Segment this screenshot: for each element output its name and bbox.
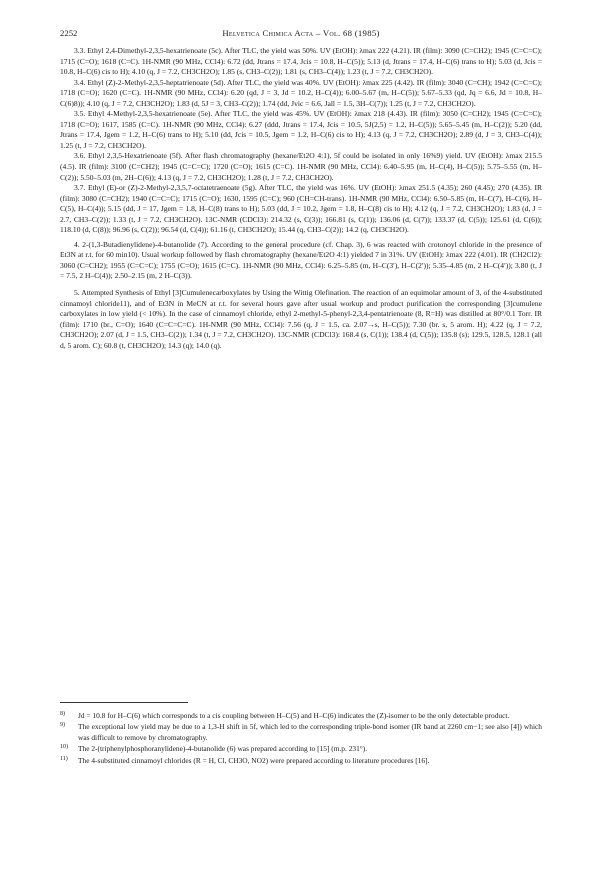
- footnote-10: [60, 744, 542, 754]
- footnote-text: Jd = 10.8 for H–C(6) which corresponds to a cis coupling between H–C(5) and H–C(6) indicates the (Z)-isomer to be the only detectable product.: [78, 711, 510, 720]
- footnote-text: The 4-substituted cinnamoyl chlorides (R = H, Cl, CH3O, NO2) were prepared according to literature procedures [16].: [78, 755, 430, 765]
- section-4: 4. 2-(1,3-Butadienylidene)-4-butanolide (7). According to the general procedure (cf. Chap. 3), 6 was reacted with crotonoyl chloride in the presence of Et3N at r.t. for 60 min10). Usual workup followed by flash chromatography (hexane/Et2O 4:1) yielded 7 in 31%. UV (EtOH): λmax 222 (4.01). IR (CH2Cl2): 3060 (C=CH2); 1955 (C=C=C); 1755 (C=O); 1615 (C=C). 1H-NMR (90 MHz, CCl4): 6.25–5.85 (m, H–C(3′), H–C(2′)); 5.35–4.85 (m, 2 H–C(4′)); 3.80 (t, J = 7.5, 2 H–C(4)); 2.50–2.15 (m, 2 H–C(3)).: [60, 239, 542, 281]
- footnote-marker: 8): [60, 711, 65, 717]
- footnote-9: [60, 722, 542, 743]
- footnote-marker: 9): [60, 722, 65, 729]
- footnote-rule: [60, 702, 188, 703]
- section-3-6: 3.6. Ethyl 2,3,5-Hexatrienoate (5f). After flash chromatography (hexane/Et2O 4:1), 5f could be isolated in only 16%9) yield. UV (EtOH): λmax 215.5 (4.5). IR (film): 3100 (C=CH2); 1945 (C=C=C); 1720 (C=O); 1615 (C=C). 1H-NMR (90 MHz, CCl4): 6.40–5.95 (m, H–C(4), H–C(5)); 5.75–5.55 (m, H–C(2)); 5.50–5.03 (m, 2H–C(6)); 4.13 (q, J = 7.2, CH3CH2O); 1.28 (t, J = 7.2, CH3CH2O).: [60, 151, 542, 182]
- main-text: [60, 46, 542, 351]
- journal-title: Helvetica Chimica Acta – Vol. 68 (1985): [222, 28, 380, 38]
- footnote-8: [60, 711, 542, 721]
- page-number: 2252: [60, 28, 78, 38]
- footnotes: [60, 711, 542, 767]
- footnote-11: [60, 756, 542, 766]
- section-3-3: 3.3. Ethyl 2,4-Dimethyl-2,3,5-hexatrienoate (5c). After TLC, the yield was 50%. UV (EtOH): λmax 222 (4.21). IR (film): 3090 (C=CH2); 1945 (C=C=C); 1715 (C=O); 1618 (C=C). 1H-NMR (90 MHz, CCl4): 6.72 (dd, Jtrans = 17.4, Jcis = 10.8, H–C(5)); 5.13 (d, Jtrans = 17.4, H–C(6) trans to H); 5.03 (d, Jcis = 10.8, H–C(6) cis to H); 4.10 (q, J = 7.2, CH3CH2O); 1.85 (s, CH3–C(2)); 1.81 (s, CH3–C(4)); 1.23 (t, J = 7.2, CH3CH2O).: [60, 46, 542, 77]
- footnote-marker: 10): [60, 744, 68, 751]
- section-5: 5. Attempted Synthesis of Ethyl [3]Cumulenecarboxylates by Using the Wittig Olefination. The reaction of an equimolar amount of 3, of the 4-substituted cinnamoyl chloride11), and of Et3N in MeCN at r.t. for several hours gave after usual workup and product purification the corresponding [3]cumulene carboxylates in low yield (< 10%). In the case of cinnamoyl chloride, ethyl 2-methyl-5-phenyl-2,3,4-pentatrienoate (8, R=H) was distilled at 80°/0.1 Torr. IR (film): 1710 (br., C=O); 1640 (C=C=C=C). 1H-NMR (90 MHz, CCl4): 7.56 (q, J = 1.5, ca. 2.07→s, H–C(5)); 7.30 (br. s, 5 arom. H); 4.22 (q, J = 7.2, CH3CH2O); 2.07 (d, J = 1.5, CH3–C(2)); 1.34 (t, J = 7.2, CH3CH2O). 13C-NMR (CDCl3): 168.4 (s, C(1)); 138.4 (d, C(5)); 135.8 (s); 129.5, 128.5, 128.1 (all d, 5 arom. C); 60.8 (t, CH3CH2O); 14.3 (q); 14.0 (q).: [60, 288, 542, 350]
- footnote-text: The exceptional low yield may be due to a 1,3-H shift in 5f, which led to the corresponding triple-bond isomer (IR band at 2260 cm−1; see also [4]) which was difficult to remove by chromatography.: [78, 722, 542, 742]
- section-3-7: 3.7. Ethyl (E)-or (Z)-2-Methyl-2,3,5,7-octatetraenoate (5g). After TLC, the yield was 16%. UV (EtOH): λmax 251.5 (4.35); 260 (4.45); 270 (4.35). IR (film): 3080 (C=CH2); 1940 (C=C=C); 1715 (C=O); 1630, 1595 (C=C); 960 (CH=CH-trans). 1H-NMR (90 MHz, CCl4): 6.50–5.85 (m, H–C(7), H–C(6), H–C(5), H–C(4)); 5.15 (dd, J = 17, Jgem = 1.8, H–C(8) trans to H); 5.03 (dd, J = 10.2, Jgem = 1.8, H–C(8) cis to H); 4.12 (q, J = 7.2, CH3CH2O); 1.83 (d, J = 2.7, CH3–C(2)); 1.33 (t, J = 7.2, CH3CH2O). 13C-NMR (CDCl3): 214.32 (s, C(3)); 166.81 (s, C(1)); 136.06 (d, C(7)); 133.37 (d, C(5)); 125.61 (d, C(6)); 118.10 (d, C(8)); 96.96 (s, C(2)); 96.54 (d, C(4)); 61.16 (t, CH3CH2O); 15.44 (q, CH3–C(2)); 14.2 (q, CH3CH2O).: [60, 183, 542, 235]
- footnote-text: The 2-(triphenylphosphoranylidene)-4-butanolide (6) was prepared according to [15] (m.p. 231°).: [78, 744, 368, 754]
- section-3-5: 3.5. Ethyl 4-Methyl-2,3,5-hexatrienoate (5e). After TLC, the yield was 45%. UV (EtOH): λmax 218 (4.43). IR (film): 3050 (C=CH2); 1945 (C=C=C); 1718 (C=O); 1617, 1585 (C=C). 1H-NMR (90 MHz, CCl4): 6.27 (ddd, Jtrans = 17.4, Jcis = 10.5, 5J(2,5) = 1.2, H–C(5)); 5.65–5.45 (m, H–C(2)); 5.20 (dd, Jtrans = 17.4, Jgem = 1.2, H–C(6) trans to H); 5.10 (dd, Jcis = 10.5, Jgem = 1.2, H–C(6) cis to H); 4.13 (q, J = 7.2, CH3CH2O); 2.89 (d, J = 3, CH3–C(4)); 1.25 (t, J = 7.2, CH3CH2O).: [60, 109, 542, 150]
- running-header: [60, 28, 542, 42]
- footnote-marker: 11): [60, 755, 68, 762]
- section-3-4: 3.4. Ethyl (Z)-2-Methyl-2,3,5-heptatrienoate (5d). After TLC, the yield was 40%. UV (EtOH): λmax 225 (4.42). IR (film): 3040 (C=CH); 1942 (C=C=C); 1718 (C=O); 1620 (C=C). 1H-NMR (90 MHz, CCl4): 6.20 (qd, J = 3, Jd = 10.2, H–C(4)); 6.00–5.67 (m, H–C(5)); 5.67–5.33 (qd, Jq = 6.6, Jd = 10.8, H–C(6)8)); 4.10 (q, J = 7.2, CH3CH2O); 1.83 (d, 5J = 3, CH3–C(2)); 1.74 (dd, Jvic = 6.6, Jall = 1.5, 3H–C(7)); 1.25 (t, J = 7.2, CH3CH2O).: [60, 77, 542, 108]
